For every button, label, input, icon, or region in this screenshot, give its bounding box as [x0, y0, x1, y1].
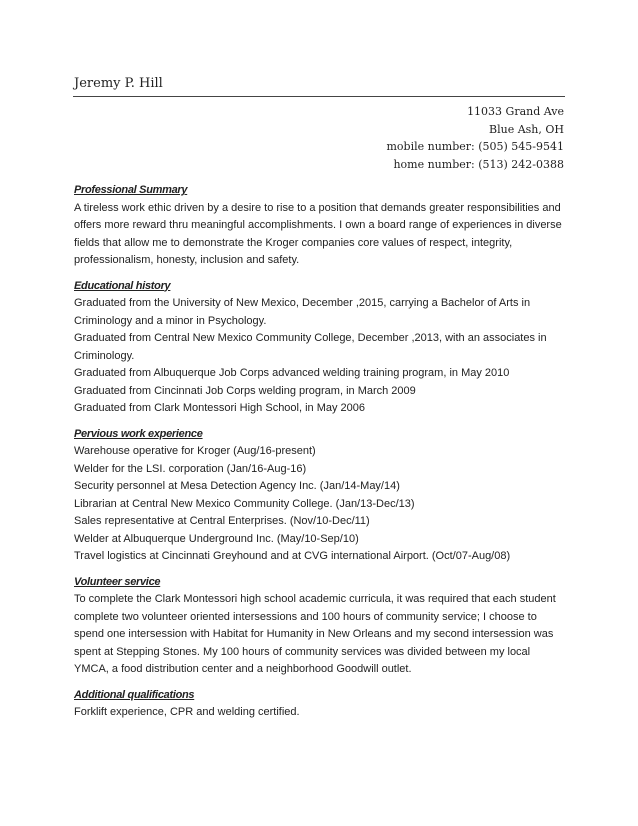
summary-section [74, 182, 566, 270]
education-item: Graduated from Central New Mexico Community College, December ,2013, with an associates in Criminology. [74, 332, 547, 362]
work-item: Security personnel at Mesa Detection Agency Inc. (Jan/14-May/14) [74, 480, 400, 492]
education-item: Graduated from Albuquerque Job Corps advanced welding training program, in May 2010 [74, 367, 510, 379]
summary-heading: Professional Summary [74, 184, 188, 196]
work-section [74, 426, 566, 566]
work-item: Warehouse operative for Kroger (Aug/16-present) [74, 445, 316, 457]
qualifications-text: Forklift experience, CPR and welding certified. [74, 706, 300, 718]
education-item: Graduated from Cincinnati Job Corps welding program, in March 2009 [74, 384, 416, 397]
contact-block [386, 103, 564, 173]
work-item: Travel logistics at Cincinnati Greyhound and at CVG international Airport. (Oct/07-Aug/08) [74, 550, 511, 562]
education-section [74, 278, 566, 418]
education-item: Graduated from Clark Montessori High School, in May 2006 [74, 402, 366, 414]
mobile-number: mobile number: (505) 545-9541 [386, 140, 564, 153]
work-item: Librarian at Central New Mexico Community College. (Jan/13-Dec/13) [74, 497, 415, 510]
home-number: home number: (513) 242-0388 [393, 157, 564, 171]
education-heading: Educational history [74, 279, 171, 292]
header-divider [73, 96, 565, 97]
work-item: Welder for the LSI. corporation (Jan/16-Aug-16) [74, 462, 307, 475]
summary-text: A tireless work ethic driven by a desire to rise to a position that demands greater responsibilities and offers more reward thru meaningful accomplishments. I own a board range of experiences in diverse fields that allow me to demonstrate the Kroger companies core values of respect, integrity, professionalism, honesty, inclusion and safety. [74, 201, 562, 266]
qualifications-heading: Additional qualifications [74, 688, 195, 701]
candidate-name: Jeremy P. Hill [74, 76, 163, 91]
resume-body [74, 182, 566, 730]
work-item: Sales representative at Central Enterprises. (Nov/10-Dec/11) [74, 515, 370, 527]
city-state: Blue Ash, OH [489, 122, 564, 136]
volunteer-heading: Volunteer service [74, 575, 161, 588]
street-address: 11033 Grand Ave [467, 105, 564, 118]
volunteer-text: To complete the Clark Montessori high school academic curricula, it was required that each student complete two volunteer oriented intersessions and 100 hours of community service; I choose to spend one intersession with Habitat for Humanity in New Orleans and my second intersession was spent at Stepping Stones. My 100 hours of community services was divided between my local YMCA, a food distribution center and a neighborhood Goodwill outlet. [74, 593, 556, 675]
volunteer-section [74, 574, 566, 679]
education-item: Graduated from the University of New Mexico, December ,2015, carrying a Bachelor of Arts in Criminology and a minor in Psychology. [74, 297, 531, 327]
work-heading: Pervious work experience [74, 427, 203, 440]
qualifications-section [74, 687, 566, 722]
work-item: Welder at Albuquerque Underground Inc. (May/10-Sep/10) [74, 532, 359, 545]
